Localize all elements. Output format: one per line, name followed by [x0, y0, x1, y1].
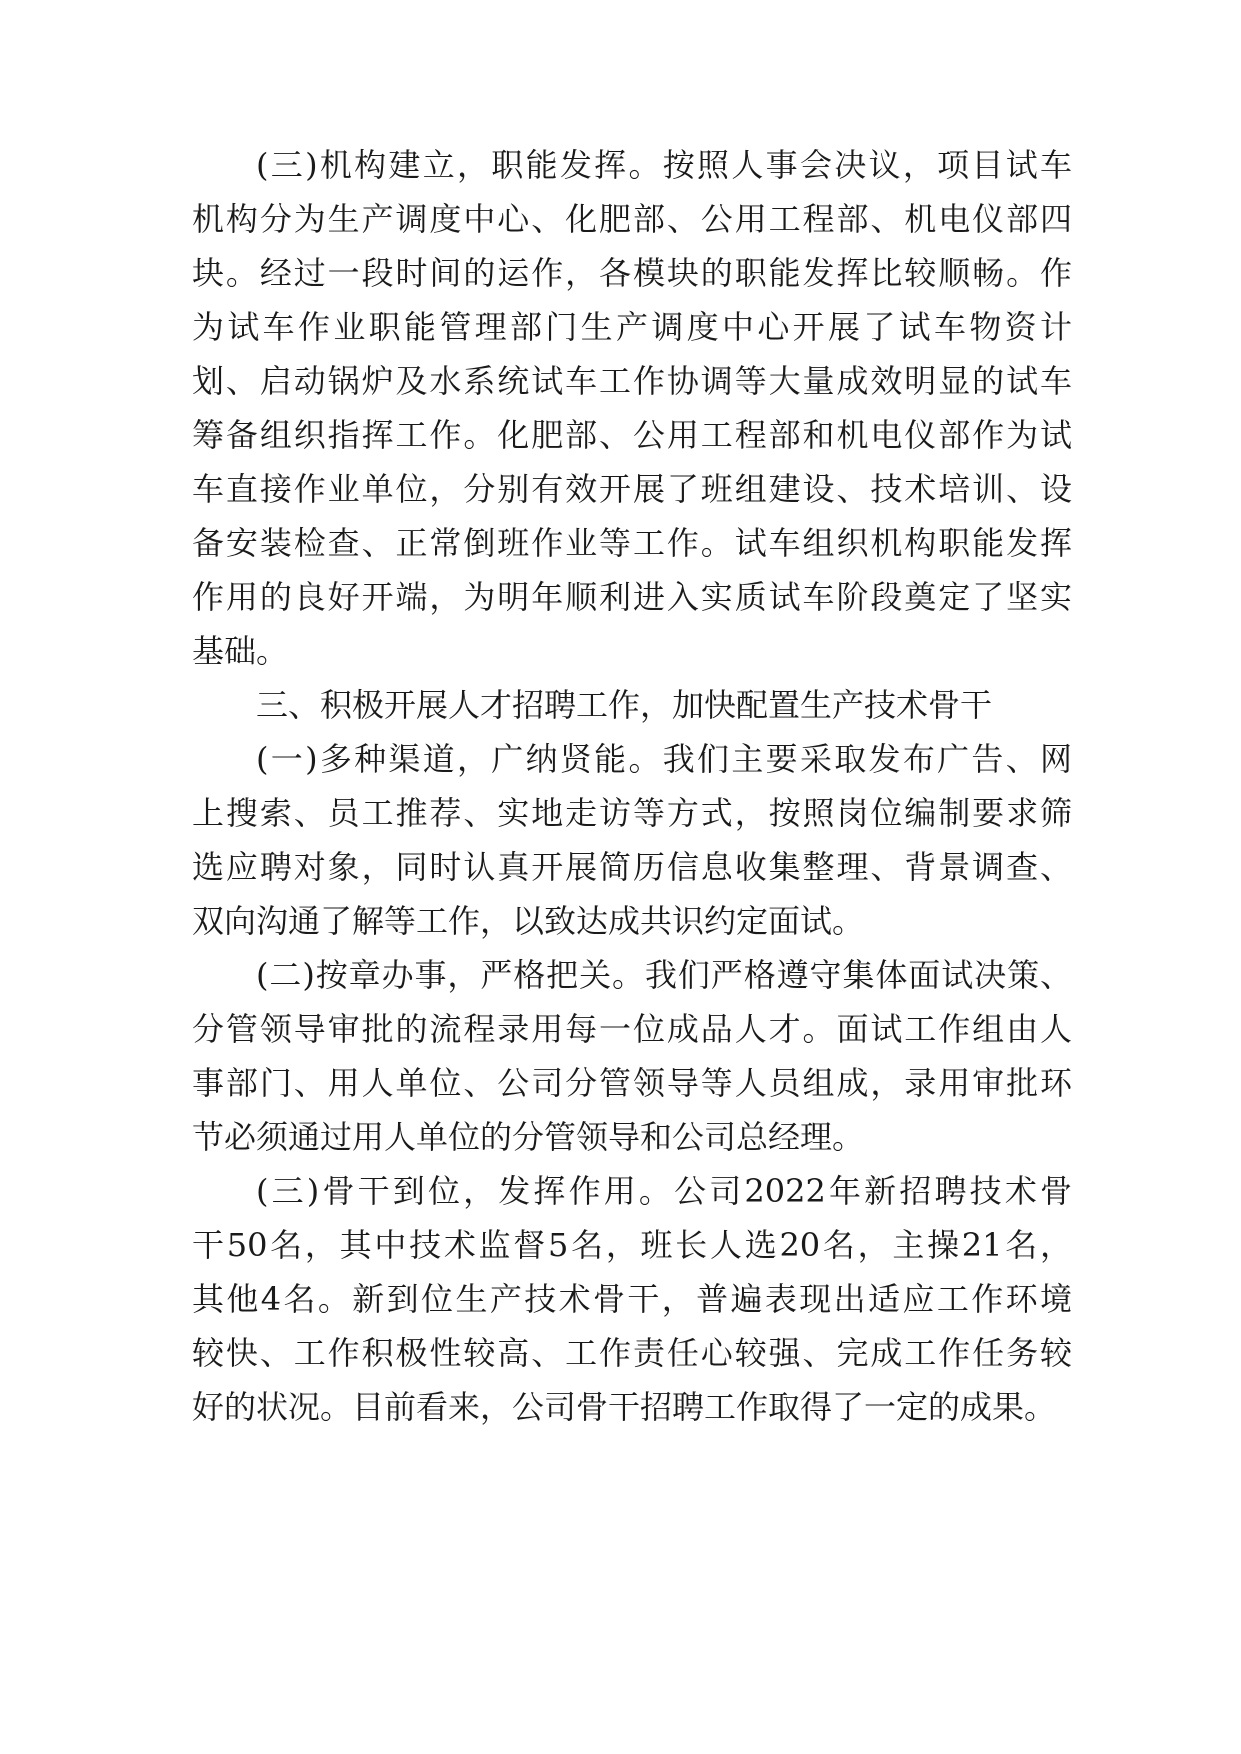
paragraph-line: 其他4名。新到位生产技术骨干，普遍表现出适应工作环境 [192, 1280, 1072, 1318]
paragraph-line: 备安装检查、正常倒班作业等工作。试车组织机构职能发挥 [192, 524, 1072, 562]
paragraph-line: 筹备组织指挥工作。化肥部、公用工程部和机电仪部作为试 [192, 416, 1072, 454]
paragraph-line: (三)骨干到位，发挥作用。公司2022年新招聘技术骨 [256, 1172, 1072, 1210]
paragraph-line: 节必须通过用人单位的分管领导和公司总经理。 [192, 1118, 865, 1156]
paragraph-line: 分管领导审批的流程录用每一位成品人才。面试工作组由人 [192, 1010, 1072, 1048]
paragraph-line: 块。经过一段时间的运作，各模块的职能发挥比较顺畅。作 [192, 254, 1072, 292]
paragraph-line: 双向沟通了解等工作，以致达成共识约定面试。 [192, 902, 865, 940]
paragraph-line: 车直接作业单位，分别有效开展了班组建设、技术培训、设 [192, 470, 1072, 508]
section-heading: 三、积极开展人才招聘工作，加快配置生产技术骨干 [256, 686, 993, 724]
paragraph-line: 为试车作业职能管理部门生产调度中心开展了试车物资计 [192, 308, 1072, 346]
paragraph-line: 较快、工作积极性较高、工作责任心较强、完成工作任务较 [192, 1334, 1072, 1372]
paragraph-line: (三)机构建立，职能发挥。按照人事会决议，项目试车 [256, 146, 1072, 184]
paragraph-line: 划、启动锅炉及水系统试车工作协调等大量成效明显的试车 [192, 362, 1072, 400]
paragraph-line: 干50名，其中技术监督5名，班长人选20名，主操21名， [192, 1226, 1072, 1264]
paragraph-line: 机构分为生产调度中心、化肥部、公用工程部、机电仪部四 [192, 200, 1072, 238]
paragraph-line: (一)多种渠道，广纳贤能。我们主要采取发布广告、网 [256, 740, 1072, 778]
paragraph-line: 作用的良好开端，为明年顺利进入实质试车阶段奠定了坚实 [192, 578, 1072, 616]
paragraph-line: 上搜索、员工推荐、实地走访等方式，按照岗位编制要求筛 [192, 794, 1072, 832]
paragraph-line: 基础。 [192, 632, 289, 670]
paragraph-line: 好的状况。目前看来，公司骨干招聘工作取得了一定的成果。 [192, 1388, 1057, 1426]
paragraph-line: 事部门、用人单位、公司分管领导等人员组成，录用审批环 [192, 1064, 1072, 1102]
paragraph-line: (二)按章办事，严格把关。我们严格遵守集体面试决策、 [256, 956, 1072, 994]
paragraph-line: 选应聘对象，同时认真开展简历信息收集整理、背景调查、 [192, 848, 1072, 886]
